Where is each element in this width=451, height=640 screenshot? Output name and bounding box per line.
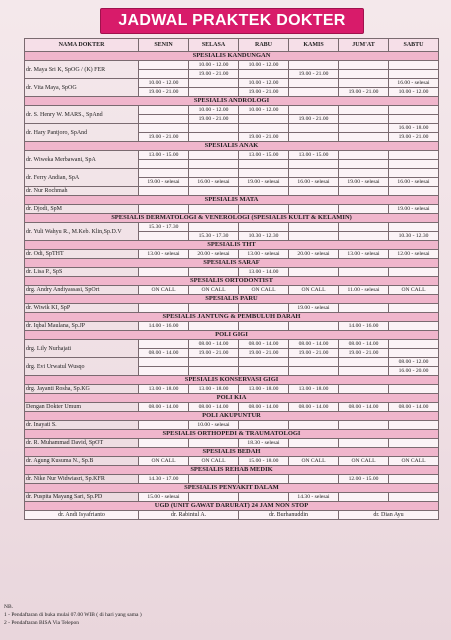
section-row [25,466,439,475]
schedule-cell [389,385,439,394]
section-title: SPESIALIS ORTHOPEDI & TRAUMATOLOGI [25,430,439,439]
section-row [25,484,439,493]
schedule-cell [239,358,289,367]
schedule-cell [389,151,439,160]
schedule-cell: 08.00 - 14.00 [339,340,389,349]
schedule-cell: ON CALL [339,457,389,466]
schedule-cell [339,232,389,241]
schedule-cell [389,187,439,196]
schedule-cell: 19.00 - 21.00 [189,70,239,79]
schedule-cell [389,322,439,331]
schedule-cell [239,493,289,502]
schedule-cell [389,421,439,430]
schedule-cell: 19.00 - 21.00 [289,349,339,358]
schedule-cell [139,187,189,196]
schedule-cell [139,232,189,241]
schedule-cell: 19.00 - selesai [239,178,289,187]
schedule-cell [339,223,389,232]
schedule-cell: 08.00 - 14.00 [339,403,389,412]
schedule-cell: 10.00 - 12.00 [239,79,289,88]
schedule-cell: 19.00 - selesai [289,304,339,313]
section-row [25,259,439,268]
doctor-row [25,250,439,259]
schedule-cell [289,367,339,376]
schedule-cell [389,106,439,115]
schedule-body [25,52,439,502]
schedule-cell: 16.00 - 20.00 [389,367,439,376]
schedule-cell [239,70,289,79]
section-row [25,142,439,151]
schedule-cell [339,169,389,178]
schedule-cell [139,367,189,376]
section-title: SPESIALIS ANAK [25,142,439,151]
ugd-doctor: dr. Andi Isyafrianto [25,511,139,520]
header-rabu: RABU [239,39,289,52]
schedule-cell: 16.00 - selesai [389,79,439,88]
section-row [25,214,439,223]
doctor-row [25,340,439,349]
schedule-cell [239,223,289,232]
schedule-cell: 08.00 - 14.00 [389,403,439,412]
schedule-cell: 08.00 - 14.00 [289,340,339,349]
schedule-cell [339,61,389,70]
schedule-cell [339,160,389,169]
schedule-cell [389,268,439,277]
schedule-cell: 20.00 - selesai [189,250,239,259]
schedule-cell: 10.00 - selesai [189,421,239,430]
section-title: SPESIALIS PENYAKIT DALAM [25,484,439,493]
schedule-cell [139,268,189,277]
schedule-cell [289,475,339,484]
section-title: SPESIALIS KONSERVASI GIGI [25,376,439,385]
header-row [25,39,439,52]
schedule-cell [289,79,339,88]
section-title: SPESIALIS SARAF [25,259,439,268]
schedule-cell [389,70,439,79]
schedule-cell: 10.00 - 12.00 [189,61,239,70]
section-row [25,52,439,61]
schedule-cell [339,205,389,214]
doctor-name: dr. Maya Sri K, SpOG / (K) FER [25,61,139,79]
schedule-cell: 19.00 - selesai [389,205,439,214]
doctor-row [25,385,439,394]
notes [4,603,424,627]
schedule-cell [389,169,439,178]
schedule-cell [139,106,189,115]
schedule-cell: 10.30 - 12.30 [389,232,439,241]
schedule-cell [389,160,439,169]
doctor-row [25,169,439,178]
schedule-cell: 08.00 - 14.00 [289,403,339,412]
ugd-title: UGD (UNIT GAWAT DARURAT) 24 JAM NON STOP [25,502,439,511]
doctor-name: dr. Nur Rochmah [25,187,139,196]
schedule-cell [189,88,239,97]
schedule-cell [289,187,339,196]
schedule-cell: 19.00 - 21.00 [289,115,339,124]
doctor-row [25,403,439,412]
schedule-cell [389,493,439,502]
schedule-cell [189,367,239,376]
section-title: SPESIALIS BEDAH [25,448,439,457]
section-title: SPESIALIS MATA [25,196,439,205]
schedule-cell [339,421,389,430]
doctor-row [25,286,439,295]
section-title: SPESIALIS PARU [25,295,439,304]
schedule-cell [189,187,239,196]
schedule-cell [239,187,289,196]
header-doctor: NAMA DOKTER [25,39,139,52]
doctor-row [25,421,439,430]
schedule-cell: 19.00 - 21.00 [339,88,389,97]
schedule-cell [389,340,439,349]
schedule-cell: 13.00 - selesai [239,250,289,259]
doctor-row [25,304,439,313]
schedule-cell [389,439,439,448]
ugd-doctor: dr. Burhanuddin [239,511,339,520]
schedule-cell [139,115,189,124]
schedule-cell [139,124,189,133]
section-title: SPESIALIS ORTODONTIST [25,277,439,286]
section-title: SPESIALIS THT [25,241,439,250]
schedule-cell [239,205,289,214]
schedule-cell [339,385,389,394]
schedule-cell: 18.30 - selesai [239,439,289,448]
schedule-cell: ON CALL [189,457,239,466]
schedule-cell [189,79,239,88]
schedule-cell: 14.00 - 16.00 [139,322,189,331]
schedule-cell: 19.00 - 21.00 [139,88,189,97]
schedule-cell [339,106,389,115]
schedule-cell: 16.00 - selesai [189,178,239,187]
schedule-cell: 19.00 - 21.00 [239,88,289,97]
schedule-cell [289,322,339,331]
schedule-cell: 13.00 - 14.00 [239,268,289,277]
schedule-cell [189,493,239,502]
section-row [25,376,439,385]
schedule-cell: ON CALL [189,286,239,295]
schedule-cell: 13.00 - 15.00 [289,151,339,160]
schedule-cell: 10.00 - 12.00 [239,106,289,115]
schedule-cell: 19.00 - 21.00 [189,349,239,358]
schedule-cell [139,304,189,313]
schedule-cell [189,169,239,178]
schedule-cell: 19.00 - 21.00 [389,133,439,142]
schedule-cell [339,115,389,124]
doctor-name: drg. Evi Urwatul Wusqo [25,358,139,376]
section-title: SPESIALIS JANTUNG & PEMBULUH DARAH [25,313,439,322]
schedule-cell: 08.00 - 14.00 [139,403,189,412]
schedule-cell: 19.00 - 21.00 [289,70,339,79]
schedule-cell [339,79,389,88]
schedule-cell: 08.00 - 14.00 [189,340,239,349]
schedule-cell: 12.00 - 15.00 [339,475,389,484]
ugd-doctor: dr. Rabintul A. [139,511,239,520]
schedule-cell [389,304,439,313]
doctor-row [25,268,439,277]
schedule-cell [289,133,339,142]
schedule-cell [339,151,389,160]
doctor-row [25,79,439,88]
schedule-cell: ON CALL [289,286,339,295]
schedule-cell [239,475,289,484]
schedule-cell: ON CALL [239,286,289,295]
doctor-name: dr. Agung Kusuma N., Sp.B [25,457,139,466]
schedule-cell: 08.00 - 12.00 [389,358,439,367]
ugd-doctors-row [25,511,439,520]
schedule-cell [289,232,339,241]
schedule-cell: 19.00 - 21.00 [339,349,389,358]
schedule-cell [289,106,339,115]
section-row [25,394,439,403]
notes-line: 1 - Pendaftaran di buka mulai 07.00 WIB ( di hari yang sama ) [4,612,142,618]
schedule-cell [289,205,339,214]
schedule-cell: 16.00 - selesai [289,178,339,187]
schedule-cell [189,439,239,448]
schedule-cell: 15.00 - 18.00 [239,457,289,466]
schedule-cell: 10.00 - 12.00 [139,79,189,88]
schedule-cell: 11.00 - selesai [339,286,389,295]
section-row [25,277,439,286]
doctor-row [25,475,439,484]
doctor-name: dr. Puspita Mayang Sari, Sp.PD [25,493,139,502]
schedule-cell: 13.00 - 18.00 [239,385,289,394]
schedule-cell [239,169,289,178]
schedule-cell [239,322,289,331]
doctor-name: drg. Lily Nurhajati [25,340,139,358]
schedule-cell: ON CALL [139,457,189,466]
header-senin: SENIN [139,39,189,52]
doctor-name: dr. R. Muhammad David, SpOT [25,439,139,448]
schedule-cell: 15.30 - 17.30 [139,223,189,232]
schedule-cell [189,223,239,232]
schedule-cell: 19.00 - selesai [139,178,189,187]
schedule-cell: ON CALL [389,286,439,295]
schedule-cell [239,304,289,313]
schedule-cell: 08.00 - 14.00 [139,349,189,358]
section-title: POLI KIA [25,394,439,403]
schedule-cell [289,421,339,430]
schedule-cell [289,268,339,277]
header-kamis: KAMIS [289,39,339,52]
schedule-cell [339,268,389,277]
schedule-cell [189,304,239,313]
doctor-name: dr. Yuli Wahyu R., M.Keb. Klin,Sp.D.V [25,223,139,241]
doctor-row [25,322,439,331]
schedule-cell: 19.00 - 21.00 [239,349,289,358]
notes-heading: NB. [4,604,14,610]
schedule-cell: 19.00 - 21.00 [189,115,239,124]
schedule-cell: 08.00 - 14.00 [239,340,289,349]
schedule-cell [139,421,189,430]
schedule-cell [139,160,189,169]
schedule-cell [339,493,389,502]
schedule-cell: 13.00 - 15.00 [239,151,289,160]
doctor-row [25,223,439,232]
schedule-cell [139,61,189,70]
section-row [25,313,439,322]
schedule-cell [189,124,239,133]
schedule-cell [389,475,439,484]
ugd-header-row [25,502,439,511]
section-title: SPESIALIS DERMATOLOGI & VENEROLOGI (SPESIALIS KULIT & KELAMIN) [25,214,439,223]
schedule-cell [289,439,339,448]
doctor-name: dr. Hary Pantjoro, SpAnd [25,124,139,142]
notes-line: 2 - Pendaftaran BISA Via Telepon [4,620,79,626]
doctor-row [25,205,439,214]
schedule-cell [239,367,289,376]
schedule-table [24,38,439,520]
schedule-cell: ON CALL [389,457,439,466]
doctor-name: dr. S. Henry W. MARS., SpAnd [25,106,139,124]
section-title: SPESIALIS ANDROLOGI [25,97,439,106]
ugd-doctor: dr. Dian Ayu [339,511,439,520]
schedule-cell [339,70,389,79]
doctor-name: dr. Wiwik KI, SpP [25,304,139,313]
schedule-cell: 12.00 - selesai [389,250,439,259]
schedule-cell: 08.00 - 14.00 [239,403,289,412]
schedule-cell: 13.00 - selesai [139,250,189,259]
schedule-cell: 08.00 - 14.00 [189,403,239,412]
schedule-cell: 10.00 - 12.00 [239,61,289,70]
schedule-cell: 13.00 - 15.00 [139,151,189,160]
schedule-cell: 16.00 - selesai [389,178,439,187]
schedule-cell: 15.30 - 17.30 [189,232,239,241]
doctor-name: dr. Iqbal Maulana, Sp.JP [25,322,139,331]
schedule-cell [189,160,239,169]
section-row [25,331,439,340]
schedule-cell [189,475,239,484]
doctor-row [25,61,439,70]
schedule-cell [139,70,189,79]
schedule-cell: 10.30 - 12.30 [239,232,289,241]
section-row [25,430,439,439]
schedule-table-wrap [24,38,438,520]
doctor-row [25,439,439,448]
section-row [25,97,439,106]
section-row [25,295,439,304]
schedule-cell [289,61,339,70]
schedule-cell: ON CALL [289,457,339,466]
schedule-cell: 13.00 - 18.00 [139,385,189,394]
schedule-cell [139,340,189,349]
schedule-cell: 14.30 - selesai [289,493,339,502]
section-row [25,196,439,205]
schedule-cell: 19.00 - selesai [339,178,389,187]
schedule-cell [189,358,239,367]
doctor-name: dr. Odi, SpTHT [25,250,139,259]
schedule-cell [389,115,439,124]
schedule-cell [389,61,439,70]
schedule-cell [139,358,189,367]
schedule-cell: 19.00 - 21.00 [239,133,289,142]
schedule-cell [389,223,439,232]
schedule-cell [389,349,439,358]
schedule-cell [139,169,189,178]
section-title: POLI AKUPUNTUR [25,412,439,421]
schedule-cell: 10.00 - 12.00 [189,106,239,115]
schedule-cell [339,367,389,376]
schedule-cell [239,115,289,124]
header-selasa: SELASA [189,39,239,52]
schedule-cell: 13.00 - 18.00 [189,385,239,394]
header-sabtu: SABTU [389,39,439,52]
schedule-cell [339,358,389,367]
schedule-cell [239,124,289,133]
schedule-cell: 20.00 - selesai [289,250,339,259]
section-title: SPESIALIS KANDUNGAN [25,52,439,61]
section-row [25,412,439,421]
schedule-cell [189,133,239,142]
schedule-cell [339,187,389,196]
doctor-row [25,358,439,367]
schedule-cell [289,223,339,232]
schedule-cell: 16.00 - 18.00 [389,124,439,133]
section-row [25,448,439,457]
doctor-row [25,493,439,502]
doctor-name: dr. Lisa P., SpS [25,268,139,277]
schedule-cell [339,304,389,313]
schedule-cell: 14.30 - 17.00 [139,475,189,484]
doctor-row [25,457,439,466]
schedule-cell [189,268,239,277]
schedule-cell: 19.00 - 21.00 [139,133,189,142]
schedule-cell: 14.00 - 16.00 [339,322,389,331]
schedule-cell: 10.00 - 12.00 [389,88,439,97]
section-title: SPESIALIS REHAB MEDIK [25,466,439,475]
schedule-cell: 13.00 - 18.00 [289,385,339,394]
doctor-name: dr. Inayati S. [25,421,139,430]
header-jumat: JUM'AT [339,39,389,52]
doctor-name: Dengan Dokter Umum [25,403,139,412]
section-row [25,241,439,250]
schedule-cell [339,124,389,133]
schedule-cell [339,133,389,142]
doctor-name: dr. Vita Maya, SpOG [25,79,139,97]
schedule-cell [289,88,339,97]
schedule-cell [189,322,239,331]
doctor-name: drg. Andry Andiyassasi, SpOrt [25,286,139,295]
doctor-row [25,106,439,115]
schedule-cell [239,160,289,169]
schedule-cell [189,205,239,214]
schedule-cell [339,439,389,448]
doctor-name: dr. Ferry Andian, SpA [25,169,139,187]
schedule-cell: ON CALL [139,286,189,295]
title-banner [100,8,364,34]
schedule-cell [139,439,189,448]
schedule-cell: 15.00 - selesai [139,493,189,502]
doctor-name: drg. Jayanti Rosha, Sp.KG [25,385,139,394]
schedule-cell [289,160,339,169]
section-title: POLI GIGI [25,331,439,340]
schedule-cell [289,358,339,367]
doctor-row [25,187,439,196]
page-title: JADWAL PRAKTEK DOKTER [118,12,346,29]
schedule-cell [139,205,189,214]
doctor-row [25,151,439,160]
schedule-cell: 13.00 - selesai [339,250,389,259]
doctor-row [25,124,439,133]
schedule-cell [239,421,289,430]
doctor-name: dr. Wiweka Merbawani, SpA [25,151,139,169]
schedule-cell [189,151,239,160]
schedule-cell [289,124,339,133]
schedule-cell [289,169,339,178]
doctor-name: dr. Djodi, SpM [25,205,139,214]
doctor-name: dr. Nike Nur Widwiasri, Sp.KFR [25,475,139,484]
